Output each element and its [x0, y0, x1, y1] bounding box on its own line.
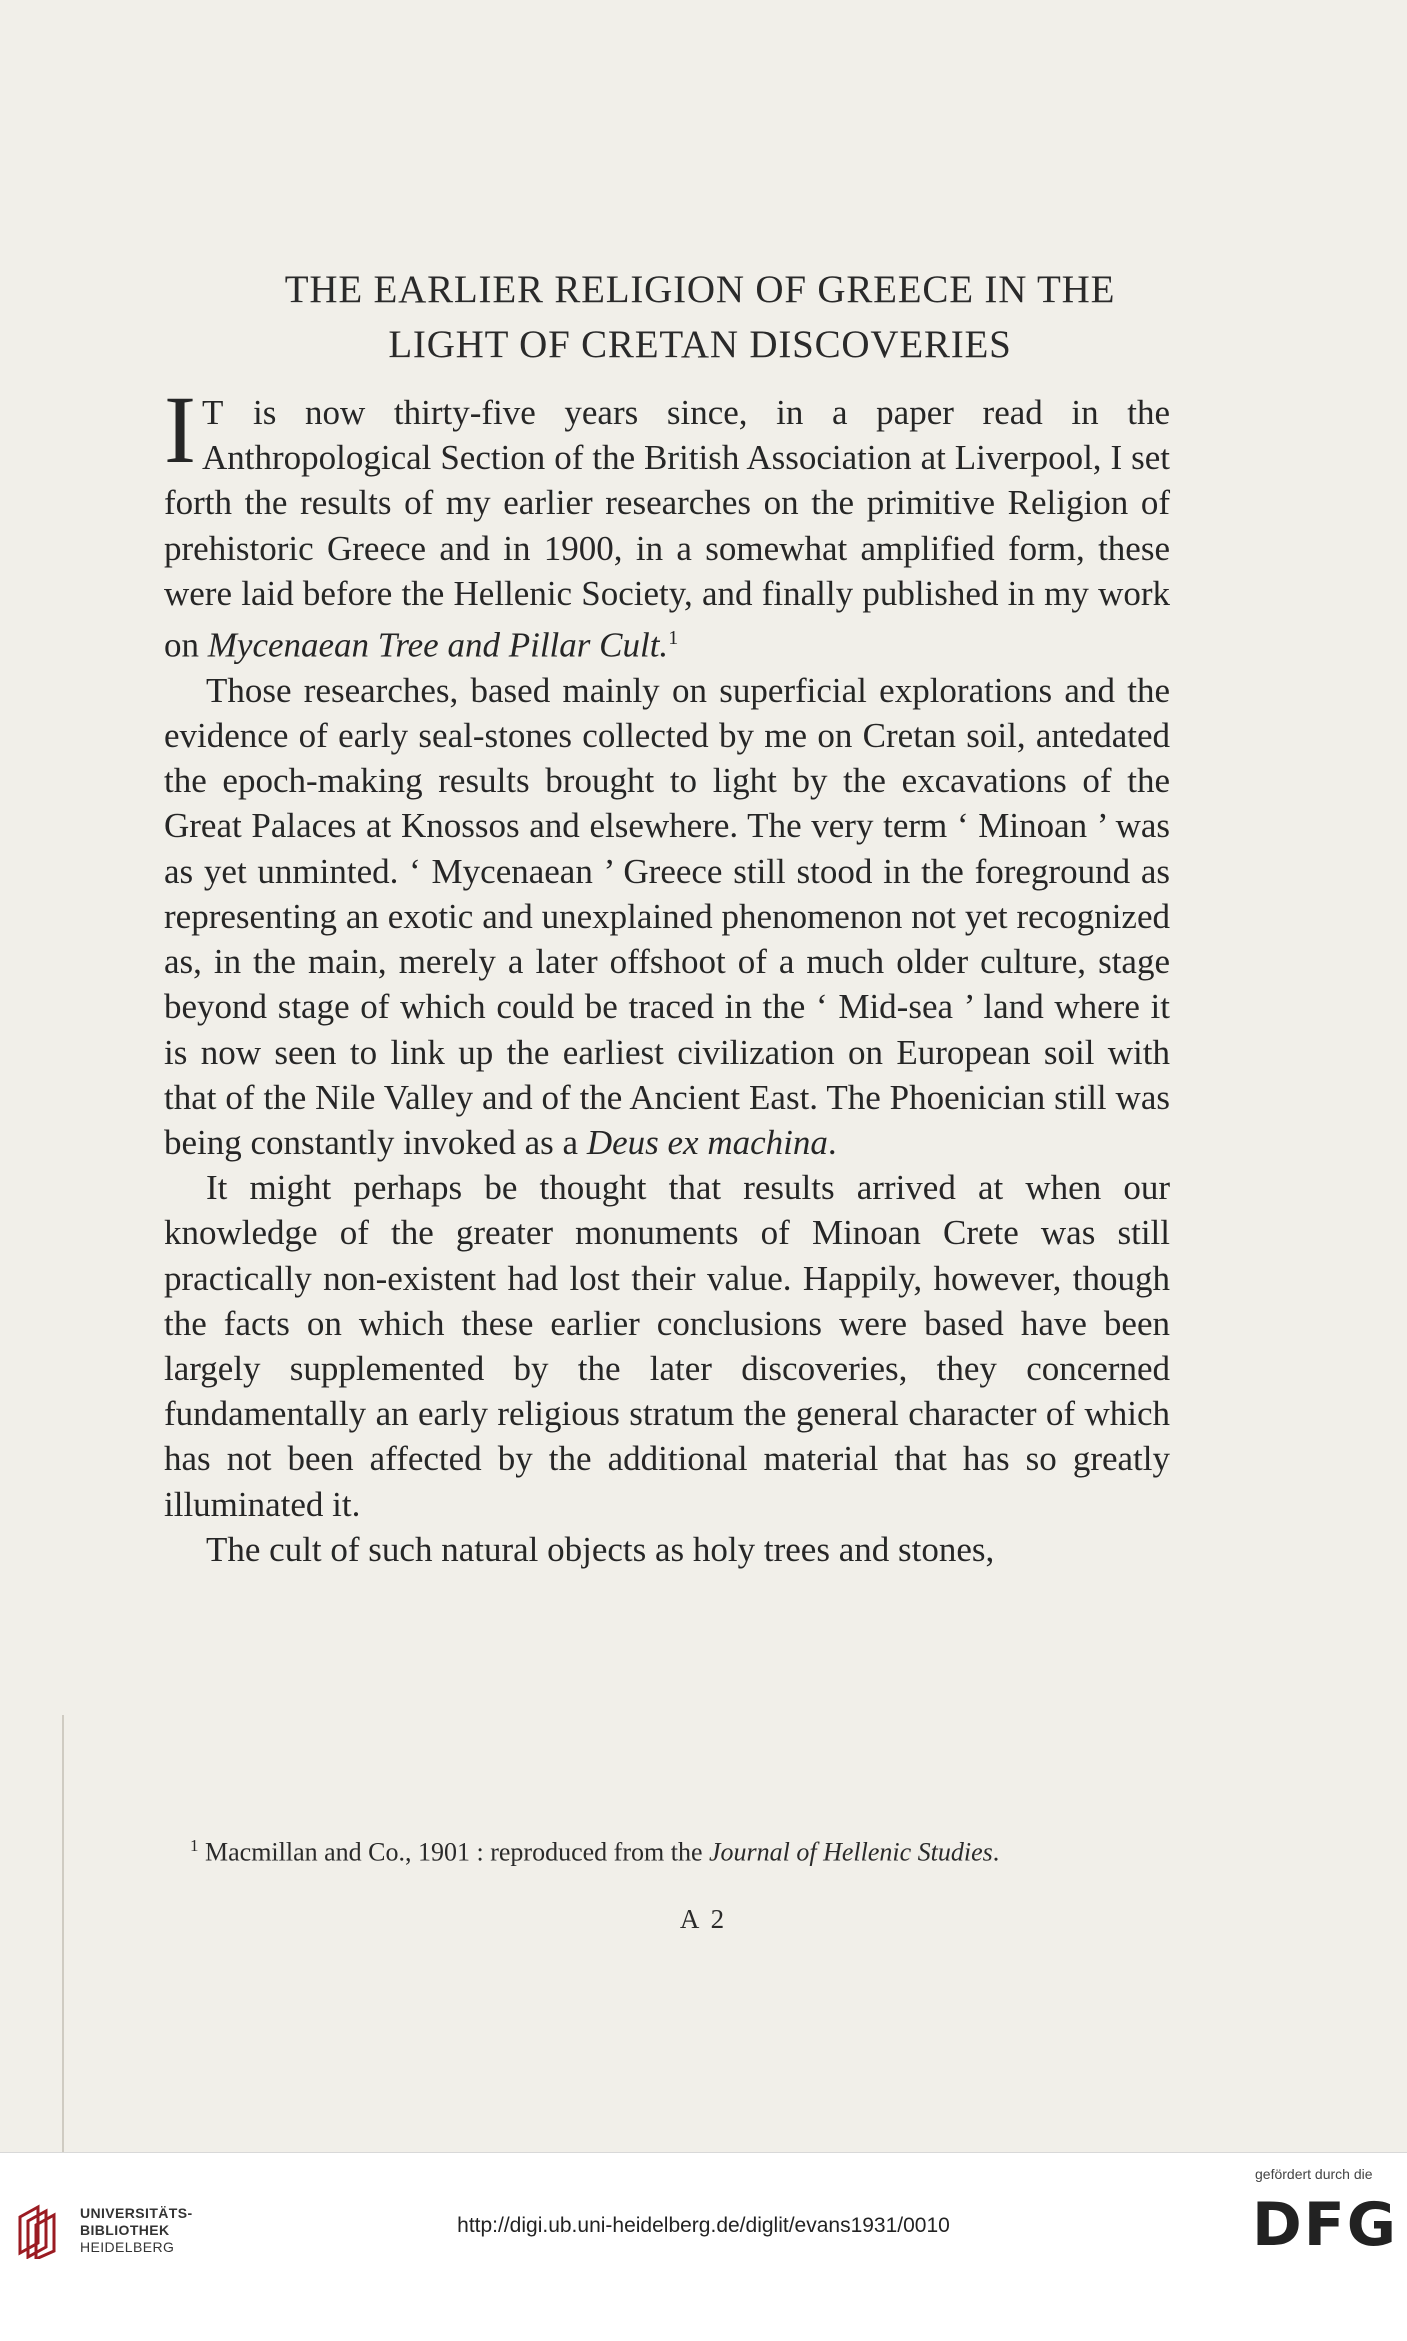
page-signature: A 2 — [679, 1904, 728, 1934]
paragraph-2-italic: Deus ex machina — [586, 1122, 828, 1162]
footnote — [164, 1828, 1170, 1870]
footnote-end: . — [992, 1837, 1000, 1867]
paragraph-1-lead: T — [201, 393, 225, 432]
paragraph-3: It might perhaps be thought that results arrived at when our knowledge of the greater monuments of Minoan Crete was still practically non-existent had lost their value. Happily, however, though the facts on which these earlier conclusions were based have been largely supplemented by the later discoveries, they concerned fundamentally an early religious stratum the general character of which has not been affected by the additional material that has so greatly illuminated it. — [164, 1168, 1170, 1524]
footnote-ref-1: 1 — [668, 627, 679, 650]
paragraph-4: The cult of such natural objects as holy trees and stones, — [206, 1529, 995, 1569]
library-name-line-2: BIBLIOTHEK — [80, 2222, 170, 2238]
paragraph-2-text: Those researches, based mainly on superficial explorations and the evidence of early seal-stones collected by me on Cretan soil, antedated the epoch-making results brought to light by the excavations of the Great Palaces at Knossos and elsewhere. The very term ‘ Minoan ’ was as yet unminted. ‘ Mycenaean ’ Greece still stood in the foreground as representing an exotic and unexplained phenomenon not yet recognized as, in the main, merely a later offshoot of a much older culture, stage beyond stage of which could be traced in the ‘ Mid-sea ’ land where it is now seen to link up the earliest civilization on European soil with that of the Nile Valley and of the Ancient East. The Phoenician still was being constantly invoked as a — [164, 670, 1170, 1162]
paragraph-1-italic-title: Mycenaean Tree and Pillar Cult. — [207, 625, 669, 665]
funder-caption: gefördert durch die — [1255, 2166, 1373, 2182]
chapter-title-line-1: THE EARLIER RELIGION OF GREECE IN THE — [284, 268, 1116, 311]
chapter-title-line-2: LIGHT OF CRETAN DISCOVERIES — [388, 323, 1012, 366]
paragraph-2-end: . — [827, 1122, 837, 1162]
chapter-title — [120, 262, 1280, 372]
paragraph-1-text: is now thirty-five years since, in a paper read in the Anthropological Section of the British Association at Liverpool, I set forth the results of my earlier researches on the primitive Religion of prehistoric Greece and in 1900, in a somewhat amplified form, these were laid before the Hellenic Society, and finally published in my work on — [164, 393, 1170, 665]
footer-bar — [0, 2152, 1407, 2341]
body-text — [164, 376, 1170, 1572]
permalink-url[interactable]: http://digi.ub.uni-heidelberg.de/diglit/evans1931/0010 — [457, 2214, 950, 2237]
drop-cap: I — [164, 376, 196, 483]
footnote-italic: Journal of Hellenic Studies — [708, 1837, 993, 1867]
paragraph-1 — [164, 376, 1170, 668]
paragraph-2 — [164, 668, 1170, 1165]
footnote-text: Macmillan and Co., 1901 : reproduced from the — [198, 1837, 709, 1867]
footnote-marker: 1 — [190, 1836, 199, 1855]
library-name-line-1: UNIVERSITÄTS- — [80, 2205, 193, 2221]
dfg-logo: DFG — [1252, 2190, 1399, 2260]
library-name-line-3: HEIDELBERG — [80, 2239, 175, 2255]
page-edge-line — [62, 1715, 64, 2165]
